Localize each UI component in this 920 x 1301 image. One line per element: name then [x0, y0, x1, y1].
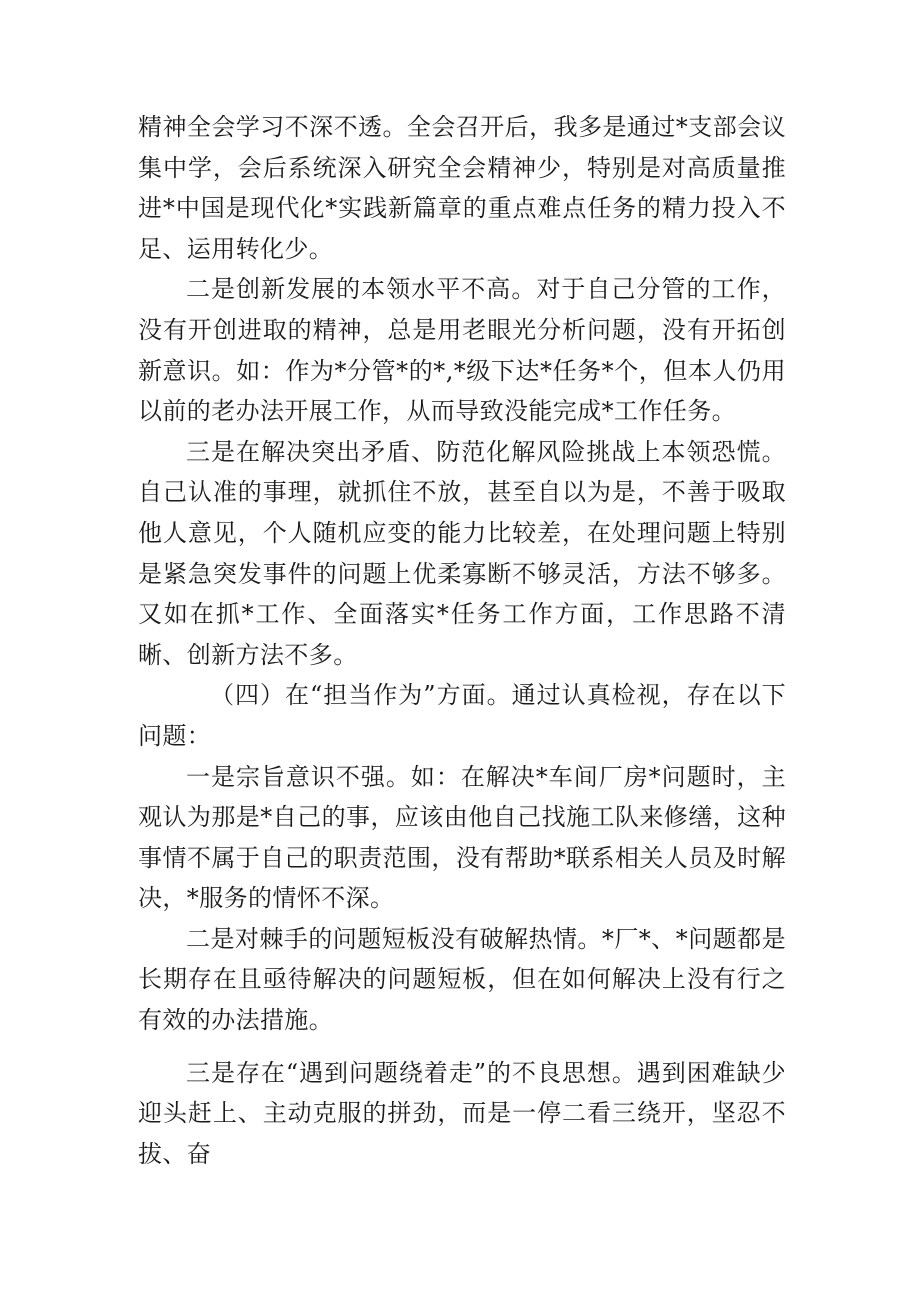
paragraph-innovation: 二是创新发展的本领水平不高。对于自己分管的工作，没有开创进取的精神，总是用老眼光分析问题，没有开拓创新意识。如：作为*分管*的*,*级下达*任务*个，但本人仍用以前的老办法开展工作，从而导致没能完成*工作任务。 [138, 275, 786, 426]
paragraph-continuation: 精神全会学习不深不透。全会召开后，我多是通过*支部会议集中学，会后系统深入研究全会精神少，特别是对高质量推进*中国是现代化*实践新篇章的重点难点任务的精力投入不足、运用转化少。 [138, 113, 786, 263]
section-heading-responsibility: （四）在“担当作为”方面。通过认真检视，存在以下问题： [138, 681, 786, 750]
paragraph-difficult-issues: 二是对棘手的问题短板没有破解热情。*厂*、*问题都是长期存在且亟待解决的问题短板，但在如何解决上没有行之有效的办法措施。 [138, 924, 786, 1035]
document-page [138, 107, 786, 1174]
paragraph-purpose: 一是宗旨意识不强。如：在解决*车间厂房*问题时，主观认为那是*自己的事，应该由他自己找施工队来修缮，这种事情不属于自己的职责范围，没有帮助*联系相关人员及时解决，*服务的情怀不深。 [138, 762, 786, 913]
paragraph-risk: 三是在解决突出矛盾、防范化解风险挑战上本领恐慌。自己认准的事理，就抓住不放，甚至自以为是，不善于吸取他人意见，个人随机应变的能力比较差，在处理问题上特别是紧急突发事件的问题上优柔寡断不够灵活，方法不够多。又如在抓*工作、全面落实*任务工作方面，工作思路不清晰、创新方法不多。 [138, 437, 786, 669]
paragraph-avoidance: 三是存在“遇到问题绕着走”的不良思想。遇到困难缺少迎头赶上、主动克服的拼劲，而是一停二看三绕开，坚忍不拔、奋 [138, 1058, 786, 1168]
